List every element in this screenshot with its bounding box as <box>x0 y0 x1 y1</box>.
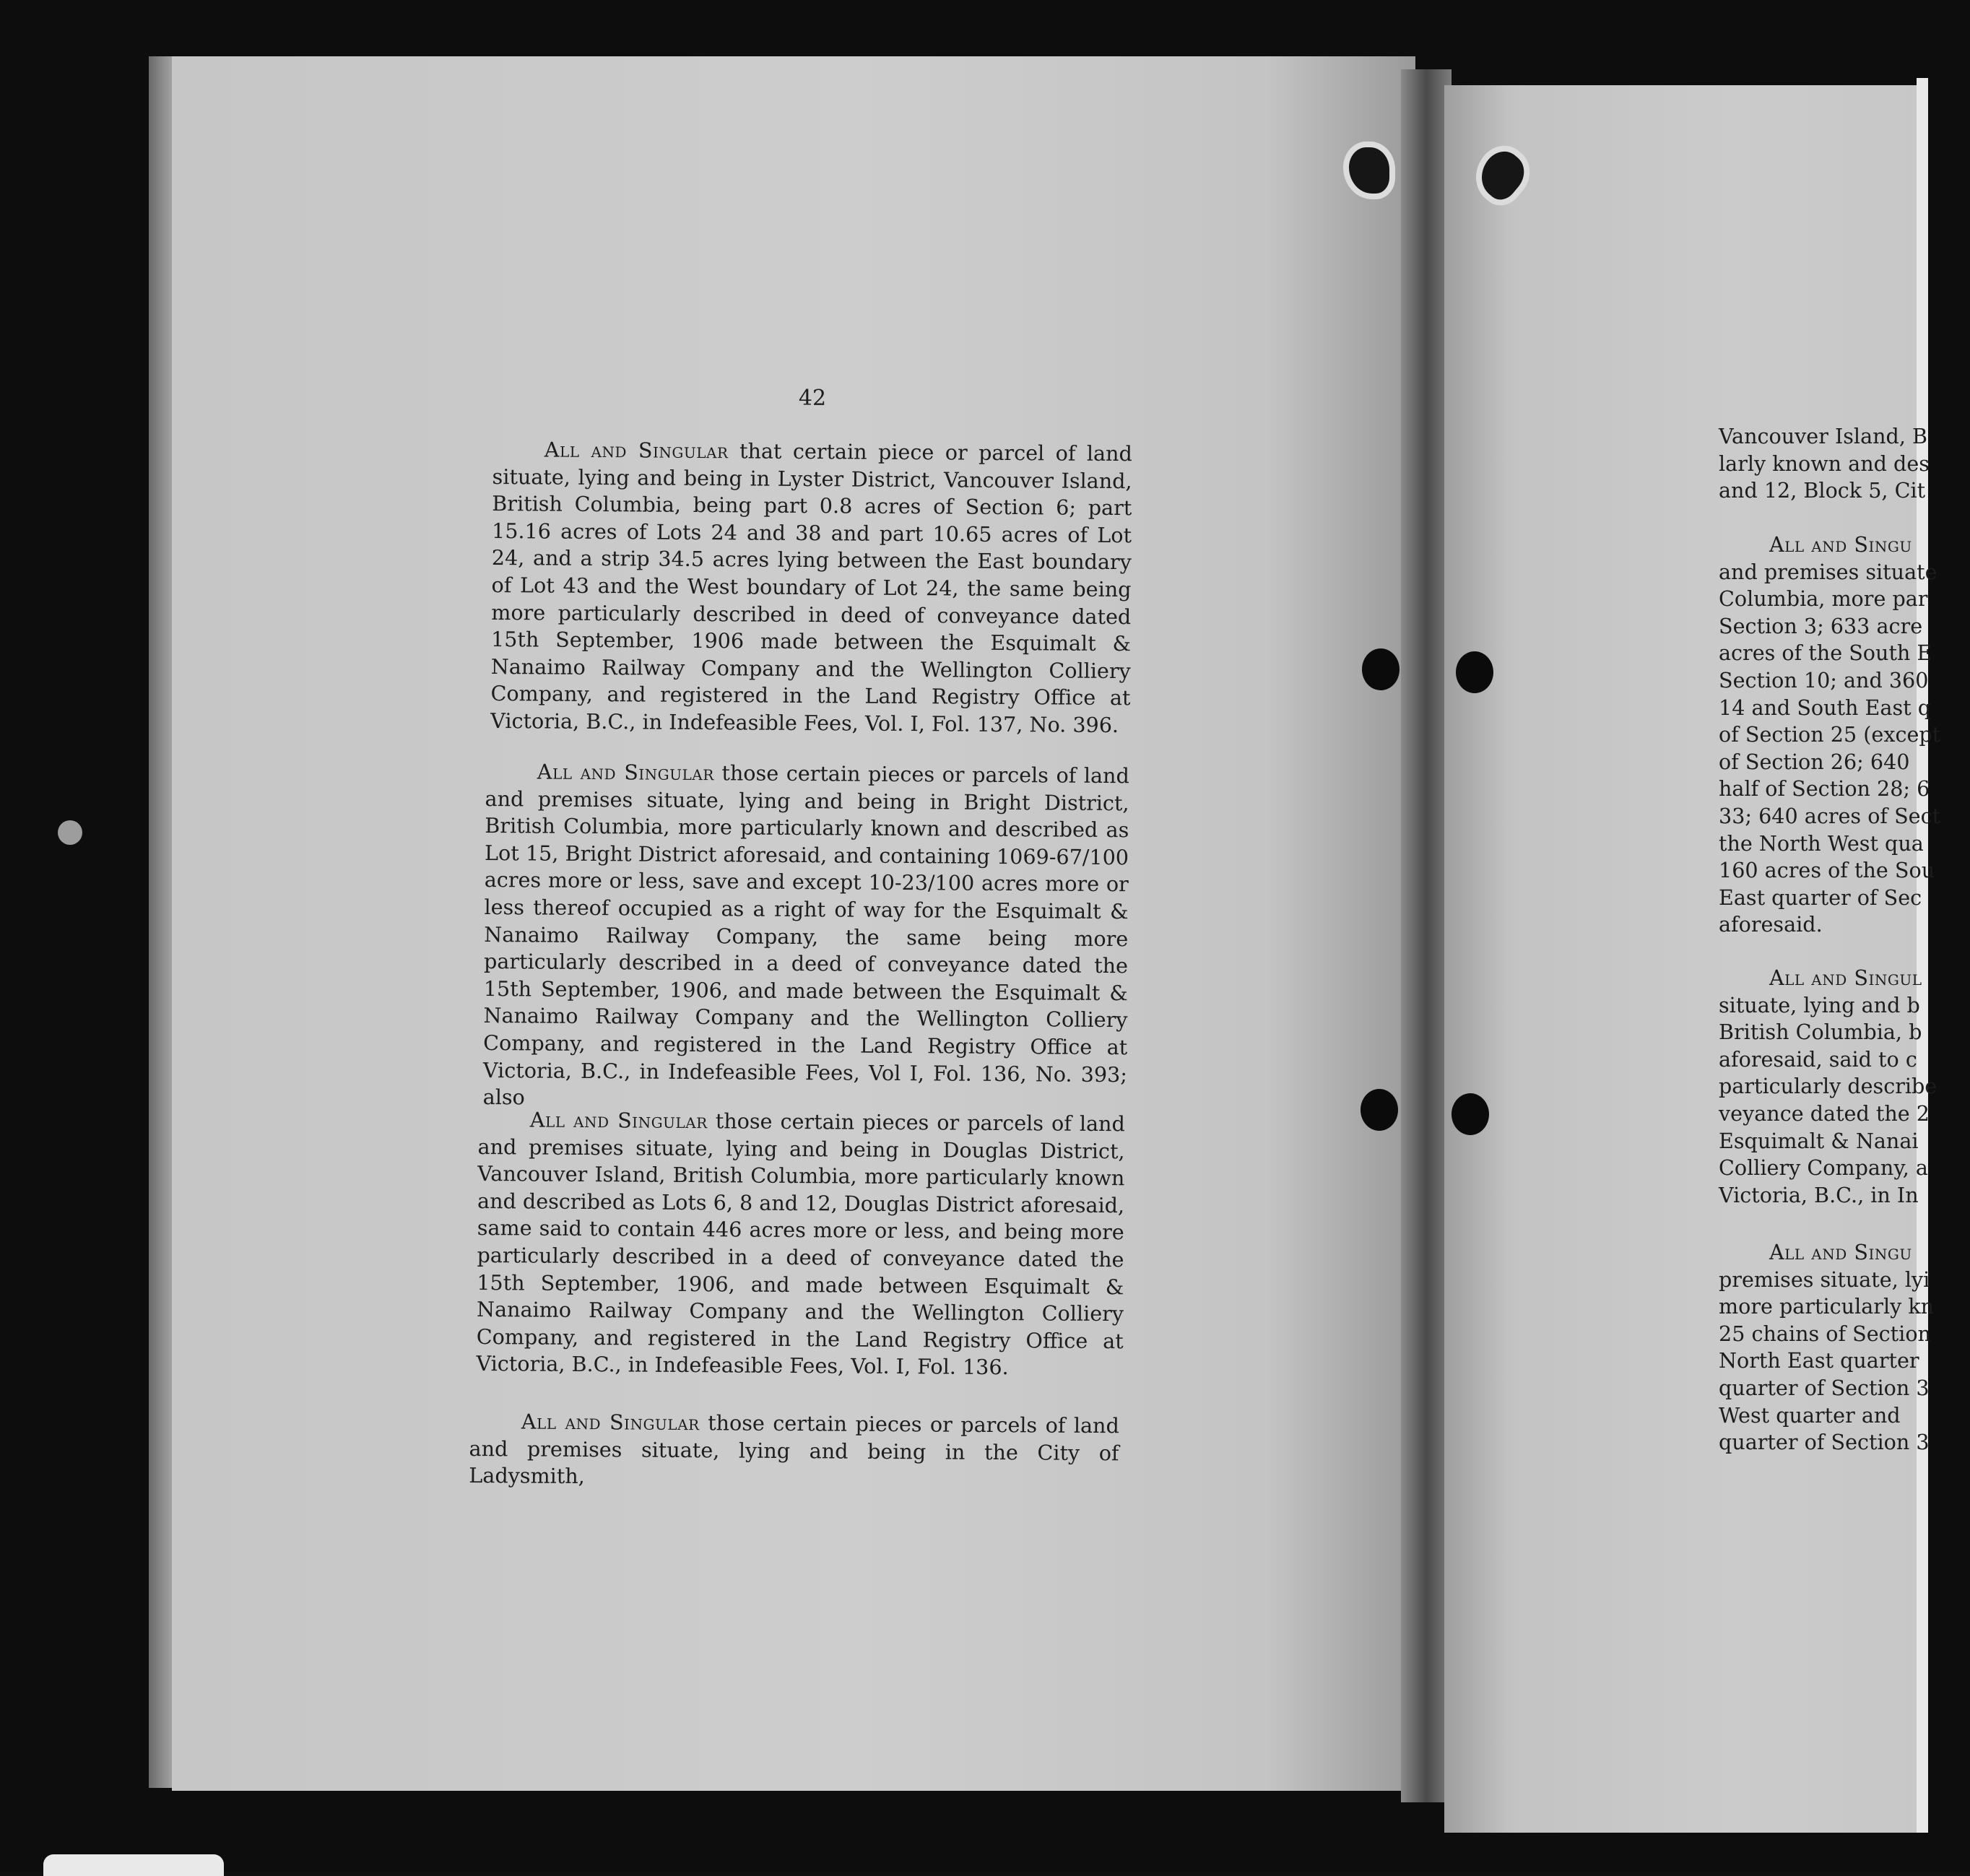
right-line: larly known and des <box>1719 451 1930 476</box>
right-line: premises situate, lyi <box>1719 1267 1930 1292</box>
right-line: 25 chains of Section <box>1719 1321 1931 1346</box>
paragraph-lead: All and Singular <box>521 1409 700 1436</box>
right-line: aforesaid, said to c <box>1719 1046 1917 1072</box>
paragraph-text: those certain pieces or parcels of land and premises situate, lying and being in the City of Ladysmith, <box>469 1410 1119 1489</box>
page-number: 42 <box>798 386 827 411</box>
right-line: 33; 640 acres of Sect <box>1719 803 1941 828</box>
bottom-tab <box>43 1854 224 1876</box>
punch-hole-right-lower <box>1452 1093 1489 1135</box>
right-line: British Columbia, b <box>1719 1020 1922 1045</box>
right-line: Vancouver Island, B <box>1719 424 1928 448</box>
paragraph-lead: All and Singular <box>529 1107 708 1134</box>
paragraph-3 <box>476 1106 1125 1382</box>
right-line-lead: All and Singul <box>1769 965 1922 990</box>
right-line: aforesaid. <box>1719 912 1823 937</box>
right-line: Colliery Company, a <box>1719 1155 1928 1181</box>
paragraph-text: those certain pieces or parcels of land and premises situate, lying and being in Douglas District, Vancouver Island, British Columbia, more particularly known and described as Lots 6, 8 and 12, Douglas District aforesaid, same said to contain 446 acres more or less, and being more particularly described in a deed of conveyance dated the 15th September, 1906, and made between Esquimalt & Nanaimo Railway Company and the Wellington Colliery Company, and registered in the Land Registry Office at Victoria, B.C., in Indefeasible Fees, Vol. I, Fol. 136. <box>476 1108 1125 1380</box>
right-line: Esquimalt & Nanai <box>1719 1128 1919 1153</box>
right-line: Section 3; 633 acre <box>1719 613 1923 638</box>
right-line: Columbia, more par <box>1719 586 1928 612</box>
right-block-4 <box>1719 1239 1934 1456</box>
right-line: half of Section 28; 6 <box>1719 776 1930 802</box>
right-line: quarter of Section 3 <box>1719 1430 1930 1455</box>
right-line: situate, lying and b <box>1719 992 1920 1017</box>
paragraph-lead: All and Singular <box>544 437 729 464</box>
punch-hole-right-upper <box>1456 651 1493 693</box>
right-page-edge <box>1917 78 1928 1833</box>
punch-hole-left-lower <box>1361 1089 1398 1131</box>
paragraph-2 <box>483 758 1129 1116</box>
dust-speck <box>58 820 82 845</box>
right-line: quarter of Section 3 <box>1719 1375 1930 1400</box>
right-line: and 12, Block 5, Cit <box>1719 478 1926 503</box>
right-block-3 <box>1719 965 1937 1209</box>
right-line: and premises situate <box>1719 559 1938 584</box>
paragraph-1 <box>490 436 1132 739</box>
right-line-lead: All and Singu <box>1769 532 1912 557</box>
paragraph-text: those certain pieces or parcels of land and premises situate, lying and being in Bright District, British Columbia, more particularly known and described as Lot 15, Bright District aforesaid, and containing 1069-67/100 acres more or less, save and except 10-23/100 acres more or less thereof occupied as a right of way for the Esquimalt & Nanaimo Railway Company, the same being more particularly described in a deed of conveyance dated the 15th September, 1906, and made between the Esquimalt & Nanaimo Railway Company and the Wellington Colliery Company, and registered in the Land Registry Office at Victoria, B.C., in Indefeasible Fees, Vol I, Fol. 136, No. 393; also <box>482 760 1129 1110</box>
right-line: West quarter and <box>1719 1402 1901 1428</box>
right-line: acres of the South E <box>1719 640 1932 666</box>
paragraph-text: that certain piece or parcel of land situate, lying and being in Lyster District, Vancouver Island, British Columbia, being part 0.8 acres of Section 6; part 15.16 acres of Lots 24 and 38 and part 10.65 acres of Lot 24, and a strip 34.5 acres lying between the East boundary of Lot 43 and the West boundary of Lot 24, the same being more particularly described in deed of conveyance dated 15th September, 1906 made between the Esquimalt & Nanaimo Railway Company and the Wellington Colliery Company, and registered in the Land Registry Office at Victoria, B.C., in Indefeasible Fees, Vol. I, Fol. 137, No. 396. <box>490 438 1132 738</box>
right-line: 14 and South East q <box>1719 695 1932 720</box>
right-line: Victoria, B.C., in In <box>1719 1182 1919 1207</box>
right-line: Section 10; and 360 <box>1719 667 1929 692</box>
paragraph-lead: All and Singular <box>537 759 714 786</box>
right-line-lead: All and Singu <box>1769 1240 1912 1264</box>
right-line: North East quarter <box>1719 1348 1919 1373</box>
paragraph-4 <box>469 1408 1119 1494</box>
punch-hole-left-upper <box>1362 648 1400 690</box>
right-line: East quarter of Sec <box>1719 885 1922 910</box>
right-line: veyance dated the 2 <box>1719 1100 1930 1126</box>
right-line: of Section 25 (except <box>1719 722 1941 747</box>
right-line: particularly describe <box>1719 1074 1938 1099</box>
right-line: of Section 26; 640 <box>1719 749 1910 774</box>
right-line: more particularly kn <box>1719 1294 1935 1319</box>
right-page <box>1444 85 1922 1833</box>
right-block-2 <box>1719 531 1940 939</box>
right-block-1 <box>1719 423 1930 505</box>
right-line: 160 acres of the Sou <box>1719 858 1935 883</box>
right-line: the North West qua <box>1719 830 1924 856</box>
